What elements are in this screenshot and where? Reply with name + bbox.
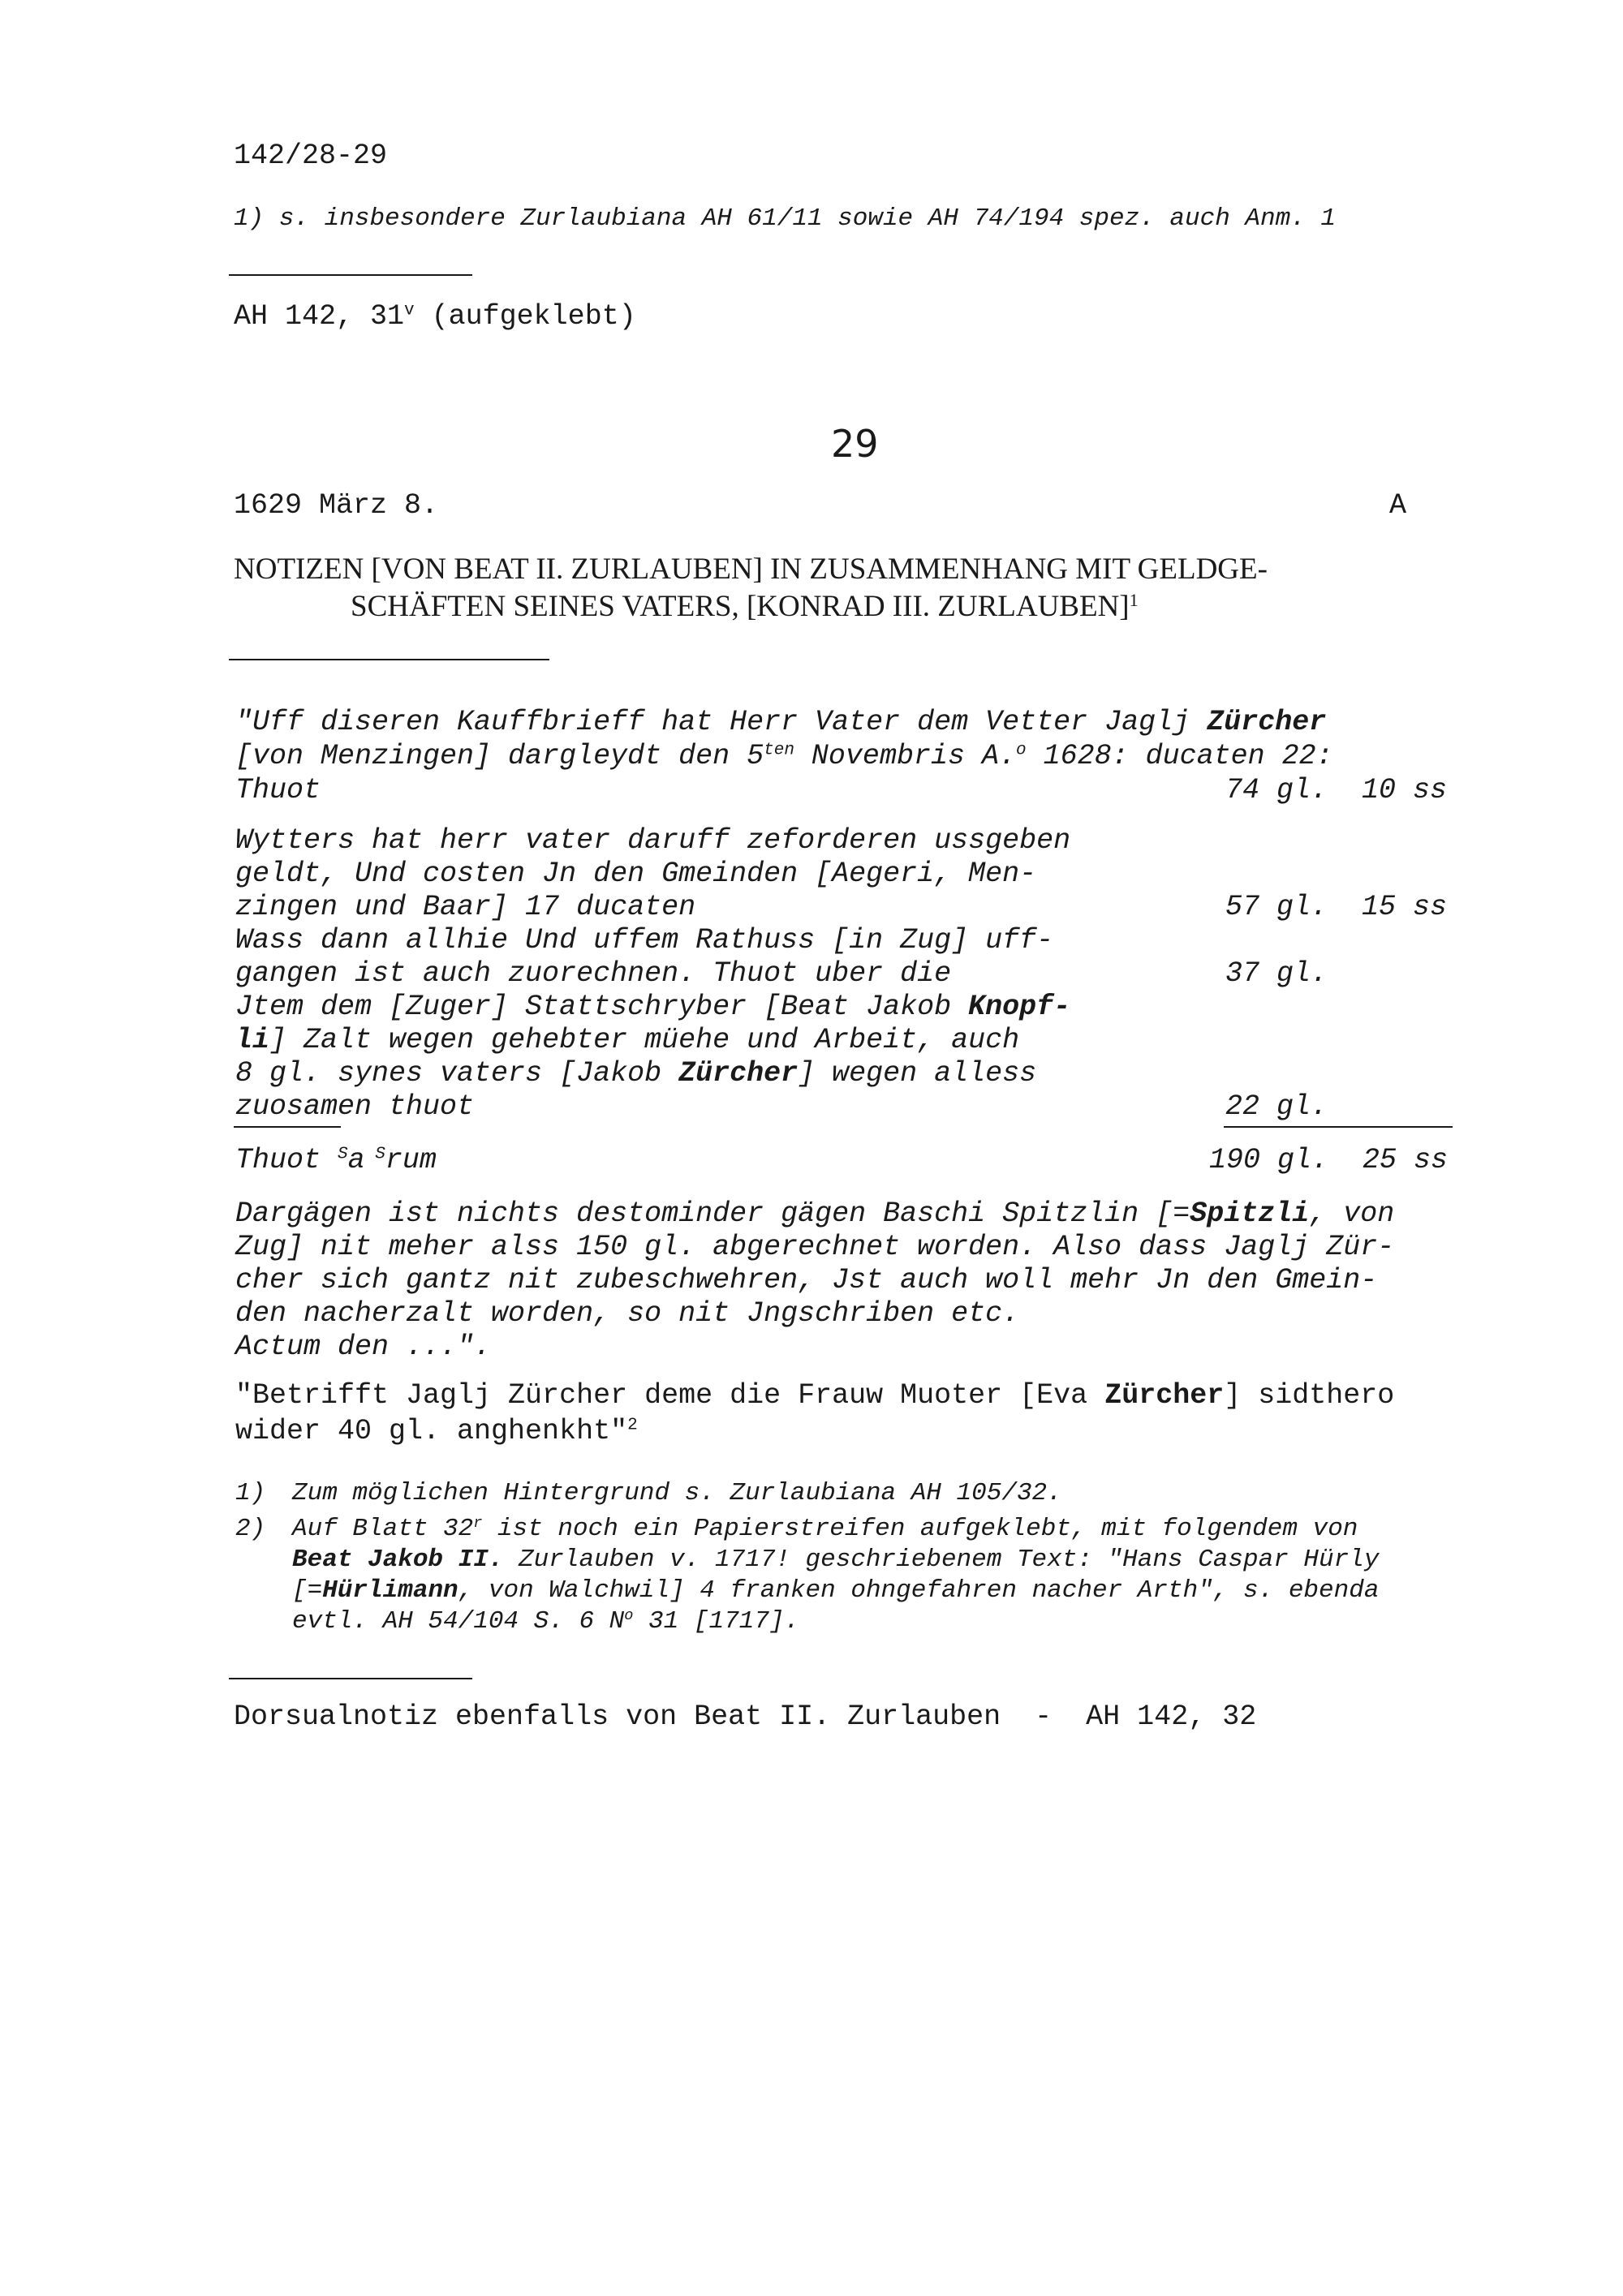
footnote-2-line [292, 1514, 1358, 1545]
body-line: Actum den ...". [235, 1331, 492, 1363]
body-text: ] wegen alless [798, 1057, 1037, 1090]
body-line [235, 1057, 1036, 1090]
body-line: gangen ist auch zuorechnen. Thuot uber die [235, 957, 952, 990]
footnote-text: , von Walchwil] 4 franken ohngefahren nacher Arth", s. ebenda [458, 1576, 1380, 1605]
body-line [235, 706, 1326, 738]
amount: 22 gl. [1225, 1090, 1328, 1123]
previous-footnote-number: 1) [234, 204, 265, 233]
separator-rule-2 [229, 659, 549, 660]
body-text: [von Menzingen] dargleydt den 5 [235, 740, 764, 772]
body-superscript: o [1015, 741, 1027, 760]
sum-superscript: S [338, 1145, 348, 1164]
body-text: , von [1309, 1197, 1395, 1230]
body-line: Wass dann allhie Und uffem Rathuss [in Zug] uff- [235, 924, 1054, 957]
source-reference-superscript: v [404, 301, 415, 320]
body-line: Wytters hat herr vater daruff zeforderen ussgeben [235, 824, 1071, 857]
amount: 37 gl. [1225, 957, 1328, 990]
body-name-bold: Zürcher [1207, 706, 1327, 738]
body-superscript: ten [764, 741, 794, 760]
footnote-1-number: 1) [235, 1479, 266, 1507]
body-line: Thuot [235, 774, 321, 806]
body-text: "Uff diseren Kauffbrieff hat Herr Vater dem Vetter Jaglj [235, 706, 1208, 738]
footnote-text: [= [292, 1576, 323, 1605]
body-text: Jtem dem [Zuger] Stattschryber [Beat Jakob [235, 991, 969, 1023]
body-name-bold: li [235, 1024, 270, 1056]
dorsal-quote-line-1 [235, 1379, 1394, 1412]
sum-superscript: S [364, 1145, 385, 1164]
amount: 57 gl. 15 ss [1225, 891, 1448, 923]
footnote-marker: 2 [627, 1416, 638, 1435]
footnote-superscript: o [624, 1606, 634, 1624]
previous-footnote [234, 204, 1336, 233]
body-line: geldt, Und costen Jn den Gmeinden [Aegeri, Men- [235, 858, 1037, 890]
body-name-bold: Knopf- [968, 991, 1071, 1023]
body-line [235, 740, 1333, 772]
body-text: wider 40 gl. anghenkht" [235, 1415, 628, 1447]
footnote-2-line [292, 1576, 1379, 1606]
body-text: ] sidthero [1224, 1379, 1395, 1412]
body-text: "Betrifft Jaglj Zürcher deme die Frauw Muoter [Eva [235, 1379, 1105, 1412]
separator-rule-1 [229, 274, 472, 276]
entry-title-text: SCHÄFTEN SEINES VATERS, [KONRAD III. ZURLAUBEN] [351, 590, 1130, 623]
body-text: Dargägen ist nichts destominder gägen Baschi Spitzlin [= [235, 1197, 1190, 1230]
body-line [235, 1197, 1394, 1230]
footnote-1-text: Zum möglichen Hintergrund s. Zurlaubiana AH 105/32. [292, 1479, 1062, 1507]
sum-amount: 190 gl. 25 ss [1209, 1144, 1449, 1176]
source-reference-suffix: (aufgeklebt) [414, 300, 636, 333]
dorsal-quote-line-2 [235, 1415, 638, 1447]
sum-text: rum [385, 1144, 437, 1176]
entry-number: 29 [831, 422, 879, 466]
amount: 74 gl. 10 ss [1225, 774, 1448, 806]
sum-rule [1224, 1126, 1453, 1128]
footnote-text: evtl. AH 54/104 S. 6 N [292, 1607, 625, 1636]
footnote-text: 31 [1717]. [633, 1607, 800, 1636]
body-name-bold: Zürcher [1104, 1379, 1225, 1412]
body-line: cher sich gantz nit zubeschwehren, Jst auch woll mehr Jn den Gmein- [235, 1264, 1378, 1296]
body-name-bold: Zürcher [678, 1057, 799, 1090]
previous-footnote-text: s. insbesondere Zurlaubiana AH 61/11 sowie AH 74/194 spez. auch Anm. 1 [278, 204, 1337, 233]
entry-date: 1629 März 8. [234, 489, 439, 522]
entry-title-line-1: NOTIZEN [VON BEAT II. ZURLAUBEN] IN ZUSAMMENHANG MIT GELDGE- [234, 553, 1268, 586]
footnote-text: Auf Blatt 32 [292, 1515, 474, 1543]
body-line [235, 991, 1070, 1023]
source-reference-text: AH 142, 31 [234, 300, 405, 333]
body-text: 1628: ducaten 22: [1026, 740, 1333, 772]
body-text: 8 gl. synes vaters [Jakob [235, 1057, 679, 1090]
body-text: ] Zalt wegen gehebter müehe und Arbeit, auch [269, 1024, 1020, 1056]
body-line: zingen und Baar] 17 ducaten [235, 891, 696, 923]
dorsal-note-footer: Dorsualnotiz ebenfalls von Beat II. Zurlauben - AH 142, 32 [234, 1701, 1257, 1733]
body-text: Novembris A. [794, 740, 1016, 772]
separator-rule-3 [229, 1678, 472, 1679]
footnote-2-number: 2) [235, 1515, 266, 1543]
sum-text: a [347, 1144, 365, 1176]
footnote-2-line [292, 1606, 799, 1637]
footnote-superscript: r [473, 1514, 483, 1532]
body-line [235, 1024, 1019, 1056]
sum-line [235, 1144, 437, 1176]
document-reference: 142/28-29 [234, 140, 388, 172]
entry-title-note-marker: 1 [1129, 589, 1139, 610]
body-line: zuosamen thuot [235, 1090, 475, 1123]
entry-title-line-2 [351, 589, 1139, 624]
short-underline [234, 1126, 341, 1128]
footnote-name-bold: Beat Jakob II. [292, 1546, 504, 1574]
footnote-text: ist noch ein Papierstreifen aufgeklebt, mit folgendem von [482, 1515, 1358, 1543]
source-reference [234, 300, 636, 333]
body-line: den nacherzalt worden, so nit Jngschriben etc. [235, 1297, 1020, 1330]
footnote-name-bold: Hürlimann [322, 1576, 458, 1605]
entry-type: A [1389, 489, 1407, 522]
body-name-bold: Spitzli [1190, 1197, 1310, 1230]
sum-text: Thuot [235, 1144, 338, 1176]
footnote-2-line [292, 1545, 1379, 1576]
footnote-text: Zurlauben v. 1717! geschriebenem Text: "Hans Caspar Hürly [503, 1546, 1380, 1574]
body-line: Zug] nit meher alss 150 gl. abgerechnet worden. Also dass Jaglj Zür- [235, 1231, 1395, 1263]
